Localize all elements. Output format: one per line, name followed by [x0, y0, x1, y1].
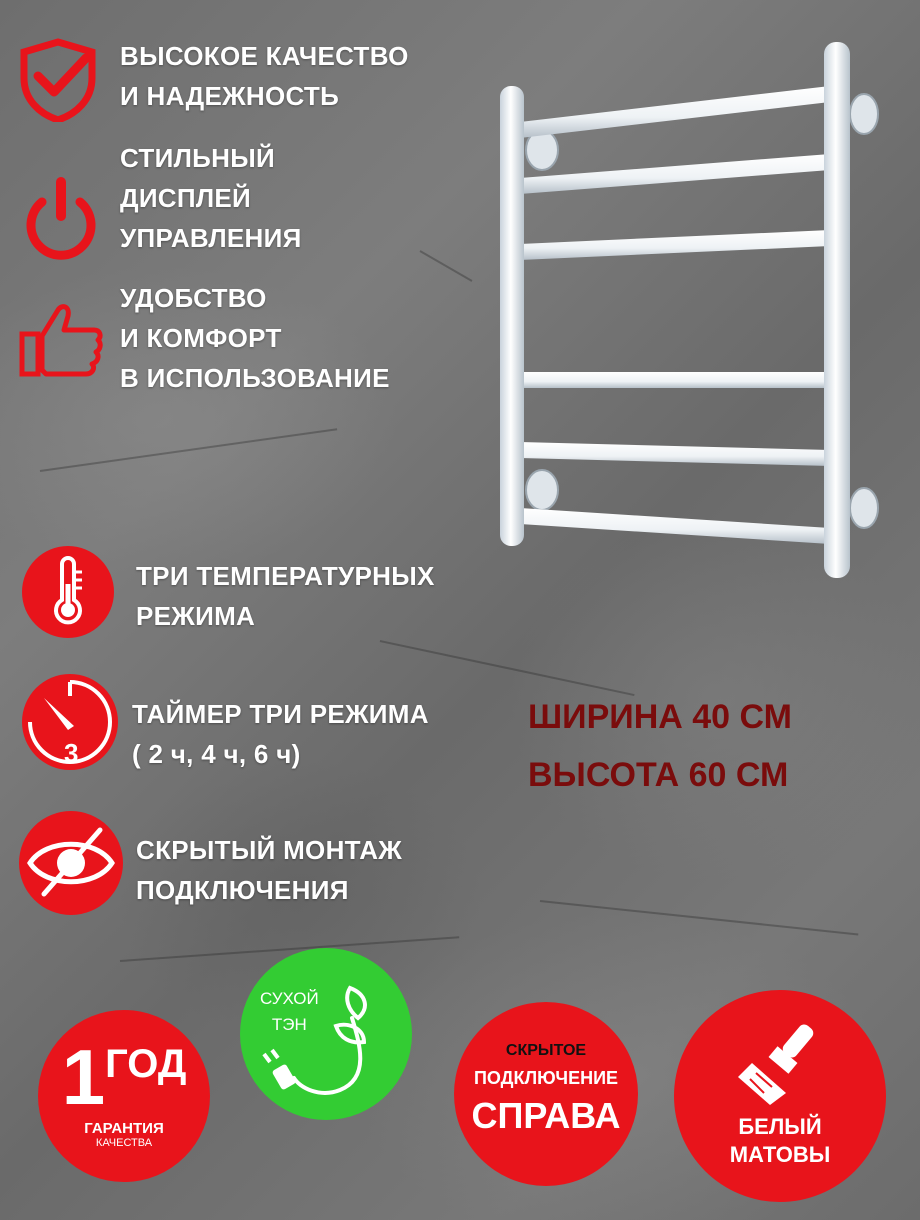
- connection-line1: СКРЫТОЕ: [505, 1041, 587, 1059]
- power-icon: [20, 176, 102, 260]
- dry-heater-badge: [240, 948, 412, 1120]
- feature-line: И НАДЕЖНОСТЬ: [120, 81, 340, 111]
- feature-line: ТРИ ТЕМПЕРАТУРНЫХ: [136, 561, 435, 591]
- feature-line: ( 2 ч, 4 ч, 6 ч): [132, 739, 301, 769]
- shield-check-icon: [18, 38, 98, 122]
- thermometer-icon: [20, 544, 116, 640]
- feature-line: СТИЛЬНЫЙ: [120, 143, 275, 173]
- feature-line: ДИСПЛЕЙ: [120, 183, 252, 213]
- feature-timer: [132, 694, 429, 774]
- feature-line: РЕЖИМА: [136, 601, 256, 631]
- paint-brush-icon: [730, 1019, 830, 1109]
- timer-icon: [14, 668, 126, 772]
- dry-heater-line2: ТЭН: [271, 1015, 307, 1034]
- marble-vein: [420, 250, 473, 282]
- hidden-eye-icon: [16, 808, 126, 918]
- dry-heater-line1: СУХОЙ: [260, 989, 319, 1008]
- thumbs-up-icon: [18, 300, 104, 380]
- warranty-unit: ГОД: [105, 1041, 187, 1086]
- feature-comfort: [120, 278, 390, 398]
- feature-line: СКРЫТЫЙ МОНТАЖ: [136, 835, 403, 865]
- feature-line: УПРАВЛЕНИЯ: [120, 223, 302, 253]
- feature-display: [120, 138, 302, 258]
- feature-hidden-mount: [136, 830, 402, 910]
- connection-line2: ПОДКЛЮЧЕНИЕ: [473, 1067, 619, 1088]
- feature-line: УДОБСТВО: [120, 283, 267, 313]
- height-label: ВЫСОТА 60 СМ: [528, 756, 789, 794]
- marble-vein: [380, 640, 635, 696]
- finish-line1: БЕЛЫЙ: [738, 1114, 822, 1139]
- feature-line: ПОДКЛЮЧЕНИЯ: [136, 875, 349, 905]
- finish-line2: МАТОВЫ: [729, 1142, 831, 1167]
- marble-vein: [40, 428, 337, 472]
- feature-quality: [120, 36, 409, 116]
- feature-line: И КОМФОРТ: [120, 323, 282, 353]
- finish-badge: [674, 990, 886, 1202]
- width-label: ШИРИНА 40 СМ: [528, 698, 792, 736]
- warranty-badge: [38, 1010, 210, 1182]
- connection-badge: [454, 1002, 638, 1186]
- feature-line: ВЫСОКОЕ КАЧЕСТВО: [120, 41, 409, 71]
- marble-vein: [540, 900, 858, 935]
- warranty-sublabel: КАЧЕСТВА: [95, 1136, 153, 1149]
- towel-rail-image: [490, 30, 890, 590]
- connection-line3: СПРАВА: [471, 1094, 621, 1136]
- warranty-number: 1: [61, 1032, 106, 1121]
- timer-number: 3: [64, 738, 79, 768]
- warranty-label: ГАРАНТИЯ: [84, 1119, 164, 1137]
- feature-line: ТАЙМЕР ТРИ РЕЖИМА: [132, 699, 429, 729]
- feature-temperature: [136, 556, 435, 636]
- feature-line: В ИСПОЛЬЗОВАНИЕ: [120, 363, 390, 393]
